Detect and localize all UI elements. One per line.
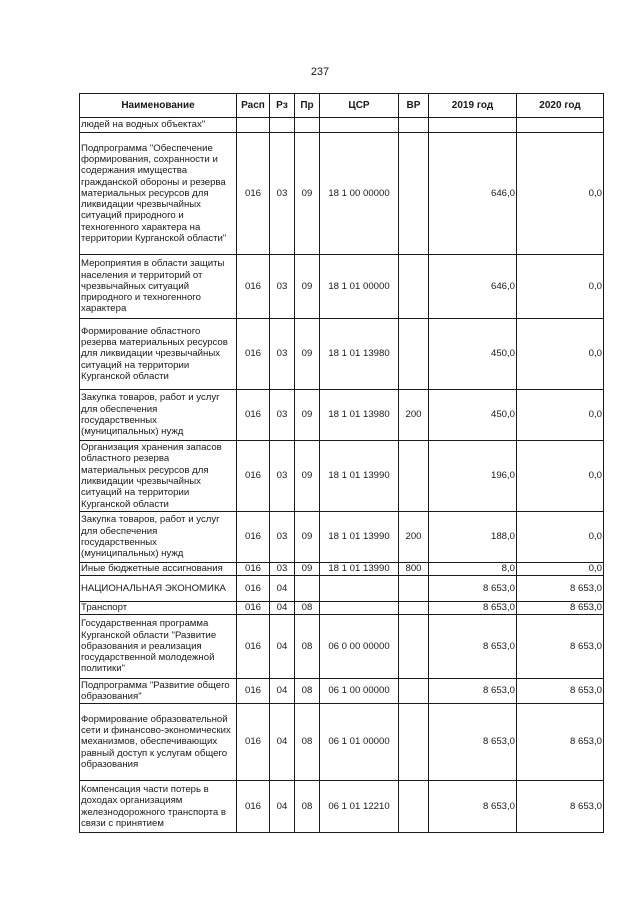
cell-pr: 09 — [295, 133, 320, 255]
cell-name: Подпрограмма "Развитие общего образования" — [80, 679, 237, 704]
header-vr: ВР — [399, 94, 429, 118]
cell-name: Государственная программа Курганской области "Развитие образования и реализация государственной молодежной политики" — [80, 615, 237, 679]
cell-rasp: 016 — [237, 615, 270, 679]
cell-2020: 8 653,0 — [517, 679, 604, 704]
cell-vr — [399, 441, 429, 512]
cell-vr: 200 — [399, 390, 429, 441]
table-row — [80, 133, 604, 255]
cell-csr: 06 1 01 12210 — [320, 781, 399, 833]
header-2019: 2019 год — [429, 94, 517, 118]
cell-rasp: 016 — [237, 781, 270, 833]
cell-pr: 09 — [295, 319, 320, 390]
cell-2020: 0,0 — [517, 563, 604, 576]
cell-rz: 03 — [270, 563, 295, 576]
table-row — [80, 704, 604, 781]
cell-pr: 09 — [295, 390, 320, 441]
cell-csr: 06 1 01 00000 — [320, 704, 399, 781]
cell-rz: 04 — [270, 704, 295, 781]
cell-name: Подпрограмма "Обеспечение формирования, сохранности и содержания имущества гражданской обороны и резерва материальных ресурсов для ликвидации чрезвычайных ситуаций природного и техногенного характера на территории Курганской области" — [80, 133, 237, 255]
cell-rasp: 016 — [237, 563, 270, 576]
cell-pr: 09 — [295, 512, 320, 563]
cell-2020: 0,0 — [517, 512, 604, 563]
cell-pr: 09 — [295, 563, 320, 576]
table-row — [80, 319, 604, 390]
cell-rasp: 016 — [237, 576, 270, 602]
cell-2019: 188,0 — [429, 512, 517, 563]
cell-vr — [399, 133, 429, 255]
cell-2020: 0,0 — [517, 390, 604, 441]
cell-rasp: 016 — [237, 255, 270, 319]
table-row — [80, 615, 604, 679]
cell-vr: 800 — [399, 563, 429, 576]
cell-vr — [399, 781, 429, 833]
header-csr: ЦСР — [320, 94, 399, 118]
cell-rz: 04 — [270, 781, 295, 833]
cell-csr: 06 1 00 00000 — [320, 679, 399, 704]
cell-2019: 646,0 — [429, 133, 517, 255]
cell-rasp: 016 — [237, 319, 270, 390]
table-row — [80, 118, 604, 133]
cell-rz: 03 — [270, 512, 295, 563]
cell-2019: 196,0 — [429, 441, 517, 512]
cell-2020: 8 653,0 — [517, 602, 604, 615]
cell-rz — [270, 118, 295, 133]
cell-name: Транспорт — [80, 602, 237, 615]
cell-2020 — [517, 118, 604, 133]
cell-csr: 18 1 01 13990 — [320, 563, 399, 576]
cell-csr: 06 0 00 00000 — [320, 615, 399, 679]
cell-2019: 646,0 — [429, 255, 517, 319]
cell-rz: 03 — [270, 441, 295, 512]
cell-2019: 8 653,0 — [429, 704, 517, 781]
cell-pr: 08 — [295, 615, 320, 679]
cell-csr — [320, 118, 399, 133]
cell-rasp: 016 — [237, 679, 270, 704]
cell-rasp: 016 — [237, 441, 270, 512]
table-row — [80, 602, 604, 615]
table-row — [80, 679, 604, 704]
cell-csr: 18 1 01 13990 — [320, 512, 399, 563]
table-row — [80, 441, 604, 512]
cell-vr — [399, 118, 429, 133]
cell-vr: 200 — [399, 512, 429, 563]
cell-rasp: 016 — [237, 602, 270, 615]
cell-2020: 0,0 — [517, 255, 604, 319]
cell-pr — [295, 576, 320, 602]
cell-name: Организация хранения запасов областного резерва материальных ресурсов для ликвидации чрезвычайных ситуаций на территории Курганской области — [80, 441, 237, 512]
cell-vr — [399, 602, 429, 615]
cell-pr: 09 — [295, 441, 320, 512]
cell-vr — [399, 704, 429, 781]
cell-pr: 08 — [295, 704, 320, 781]
header-pr: Пр — [295, 94, 320, 118]
cell-rz: 03 — [270, 133, 295, 255]
cell-vr — [399, 319, 429, 390]
cell-csr: 18 1 01 13980 — [320, 390, 399, 441]
cell-vr — [399, 255, 429, 319]
cell-pr: 08 — [295, 781, 320, 833]
cell-2020: 8 653,0 — [517, 615, 604, 679]
cell-rz: 03 — [270, 255, 295, 319]
cell-2020: 8 653,0 — [517, 781, 604, 833]
cell-name: Мероприятия в области защиты населения и территорий от чрезвычайных ситуаций природного и техногенного характера — [80, 255, 237, 319]
cell-csr: 18 1 01 13980 — [320, 319, 399, 390]
cell-2019: 8 653,0 — [429, 679, 517, 704]
cell-rasp: 016 — [237, 512, 270, 563]
budget-table — [79, 93, 604, 833]
cell-2019: 8 653,0 — [429, 615, 517, 679]
cell-rz: 03 — [270, 390, 295, 441]
cell-2019: 450,0 — [429, 319, 517, 390]
cell-2020: 8 653,0 — [517, 576, 604, 602]
cell-name: Компенсация части потерь в доходах организациям железнодорожного транспорта в связи с принятием — [80, 781, 237, 833]
cell-rasp — [237, 118, 270, 133]
cell-2019 — [429, 118, 517, 133]
cell-2019: 450,0 — [429, 390, 517, 441]
cell-name: людей на водных объектах" — [80, 118, 237, 133]
cell-name: Закупка товаров, работ и услуг для обеспечения государственных (муниципальных) нужд — [80, 390, 237, 441]
cell-rasp: 016 — [237, 390, 270, 441]
cell-name: Закупка товаров, работ и услуг для обеспечения государственных (муниципальных) нужд — [80, 512, 237, 563]
header-2020: 2020 год — [517, 94, 604, 118]
cell-name: Формирование образовательной сети и финансово-экономических механизмов, обеспечивающих равный доступ к услугам общего образования — [80, 704, 237, 781]
cell-name: НАЦИОНАЛЬНАЯ ЭКОНОМИКА — [80, 576, 237, 602]
cell-vr — [399, 576, 429, 602]
cell-name: Иные бюджетные ассигнования — [80, 563, 237, 576]
cell-csr: 18 1 00 00000 — [320, 133, 399, 255]
cell-csr — [320, 576, 399, 602]
cell-vr — [399, 679, 429, 704]
cell-2019: 8,0 — [429, 563, 517, 576]
table-row — [80, 390, 604, 441]
cell-vr — [399, 615, 429, 679]
header-rasp: Расп — [237, 94, 270, 118]
table-row — [80, 563, 604, 576]
table-row — [80, 255, 604, 319]
cell-rz: 04 — [270, 679, 295, 704]
cell-rz: 04 — [270, 615, 295, 679]
cell-rasp: 016 — [237, 704, 270, 781]
page-number: 237 — [310, 66, 330, 78]
cell-pr: 08 — [295, 602, 320, 615]
cell-2019: 8 653,0 — [429, 576, 517, 602]
cell-rz: 03 — [270, 319, 295, 390]
cell-2020: 0,0 — [517, 319, 604, 390]
cell-rasp: 016 — [237, 133, 270, 255]
header-rz: Рз — [270, 94, 295, 118]
table-row — [80, 576, 604, 602]
cell-rz: 04 — [270, 602, 295, 615]
cell-csr: 18 1 01 13990 — [320, 441, 399, 512]
cell-pr: 09 — [295, 255, 320, 319]
cell-pr: 08 — [295, 679, 320, 704]
cell-pr — [295, 118, 320, 133]
cell-2019: 8 653,0 — [429, 781, 517, 833]
cell-csr: 18 1 01 00000 — [320, 255, 399, 319]
header-name: Наименование — [80, 94, 237, 118]
table-body — [80, 118, 604, 833]
table-row — [80, 781, 604, 833]
cell-2019: 8 653,0 — [429, 602, 517, 615]
cell-2020: 0,0 — [517, 133, 604, 255]
cell-name: Формирование областного резерва материальных ресурсов для ликвидации чрезвычайных ситуаций на территории Курганской области — [80, 319, 237, 390]
cell-rz: 04 — [270, 576, 295, 602]
cell-2020: 8 653,0 — [517, 704, 604, 781]
cell-2020: 0,0 — [517, 441, 604, 512]
table-row — [80, 512, 604, 563]
cell-csr — [320, 602, 399, 615]
table-header-row — [80, 94, 604, 118]
